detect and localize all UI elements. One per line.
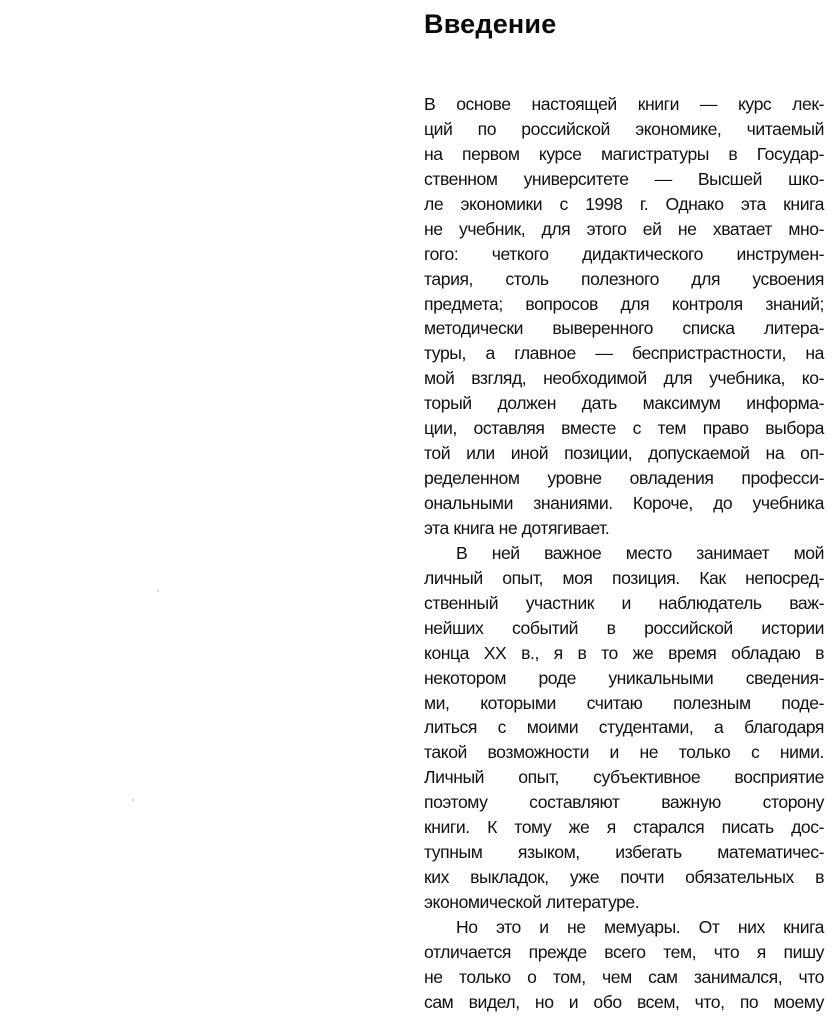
text-line: торый должен дать максимум информа- <box>424 393 824 414</box>
text-line: тупным языком, избегать математичес- <box>424 842 824 863</box>
text-line: ле экономики с 1998 г. Однако эта книга <box>424 193 824 214</box>
text-line: тария, столь полезного для усвоения <box>424 268 824 289</box>
text-line: такой возможности и не только с ними. <box>424 742 824 763</box>
text-line: предмета; вопросов для контроля знаний; <box>424 293 824 314</box>
section-title: Введение <box>424 9 557 39</box>
paragraph <box>424 915 824 1015</box>
text-line: Личный опыт, субъективное восприятие <box>424 767 824 788</box>
text-line: методически выверенного списка литера- <box>424 318 824 339</box>
text-column <box>424 6 824 1015</box>
text-line: ми, которыми считаю полезным поде- <box>424 692 824 713</box>
text-line: конца XX в., я в то же время обладаю в <box>424 642 824 663</box>
text-line: ональными знаниями. Короче, до учебника <box>424 493 824 513</box>
text-line: отличается прежде всего тем, что я пишу <box>424 941 824 962</box>
text-line: той или иной позиции, допускаемой на оп- <box>424 443 824 464</box>
text-line: книги. К тому же я старался писать дос- <box>424 817 824 838</box>
text-line: нейших событий в российской истории <box>424 617 824 638</box>
scan-speck <box>157 590 159 592</box>
text-line: В основе настоящей книги — курс лек- <box>424 94 824 114</box>
text-line: ственном университете — Высшей шко- <box>424 168 824 189</box>
text-line: ределенном уровне овладения професси- <box>424 468 824 489</box>
text-line: на первом курсе магистратуры в Государ- <box>424 143 824 164</box>
text-line: ственный участник и наблюдатель важ- <box>424 592 824 613</box>
text-line: ких выкладок, уже почти обязательных в <box>424 867 824 888</box>
text-line: личный опыт, моя позиция. Как непосред- <box>424 567 824 588</box>
body-text <box>424 92 824 1015</box>
scan-speck <box>132 799 134 801</box>
text-line: мой взгляд, необходимой для учебника, ко- <box>424 368 824 389</box>
text-line: туры, а главное — беспристрастности, на <box>424 343 824 364</box>
text-line: сам видел, но и обо всем, что, по моему <box>424 991 824 1012</box>
text-line: не только о том, чем сам занимался, что <box>424 966 824 987</box>
text-line: В ней важное место занимает мой <box>456 542 824 563</box>
paragraph <box>424 92 824 541</box>
text-line: ций по российской экономике, читаемый <box>424 118 824 139</box>
text-line: поэтому составляют важную сторону <box>424 792 824 813</box>
text-line: ции, оставляя вместе с тем право выбора <box>424 418 824 439</box>
text-line: литься с моими студентами, а благодаря <box>424 717 824 738</box>
text-line: Но это и не мемуары. От них книга <box>456 916 824 937</box>
text-line: некотором роде уникальными сведения- <box>424 667 824 688</box>
paragraph <box>424 541 824 915</box>
text-line: гого: четкого дидактического инструмен- <box>424 243 824 264</box>
text-line: экономической литературе. <box>424 892 640 912</box>
text-line: не учебник, для этого ей не хватает мно- <box>424 218 824 239</box>
text-line: эта книга не дотягивает. <box>424 517 610 538</box>
